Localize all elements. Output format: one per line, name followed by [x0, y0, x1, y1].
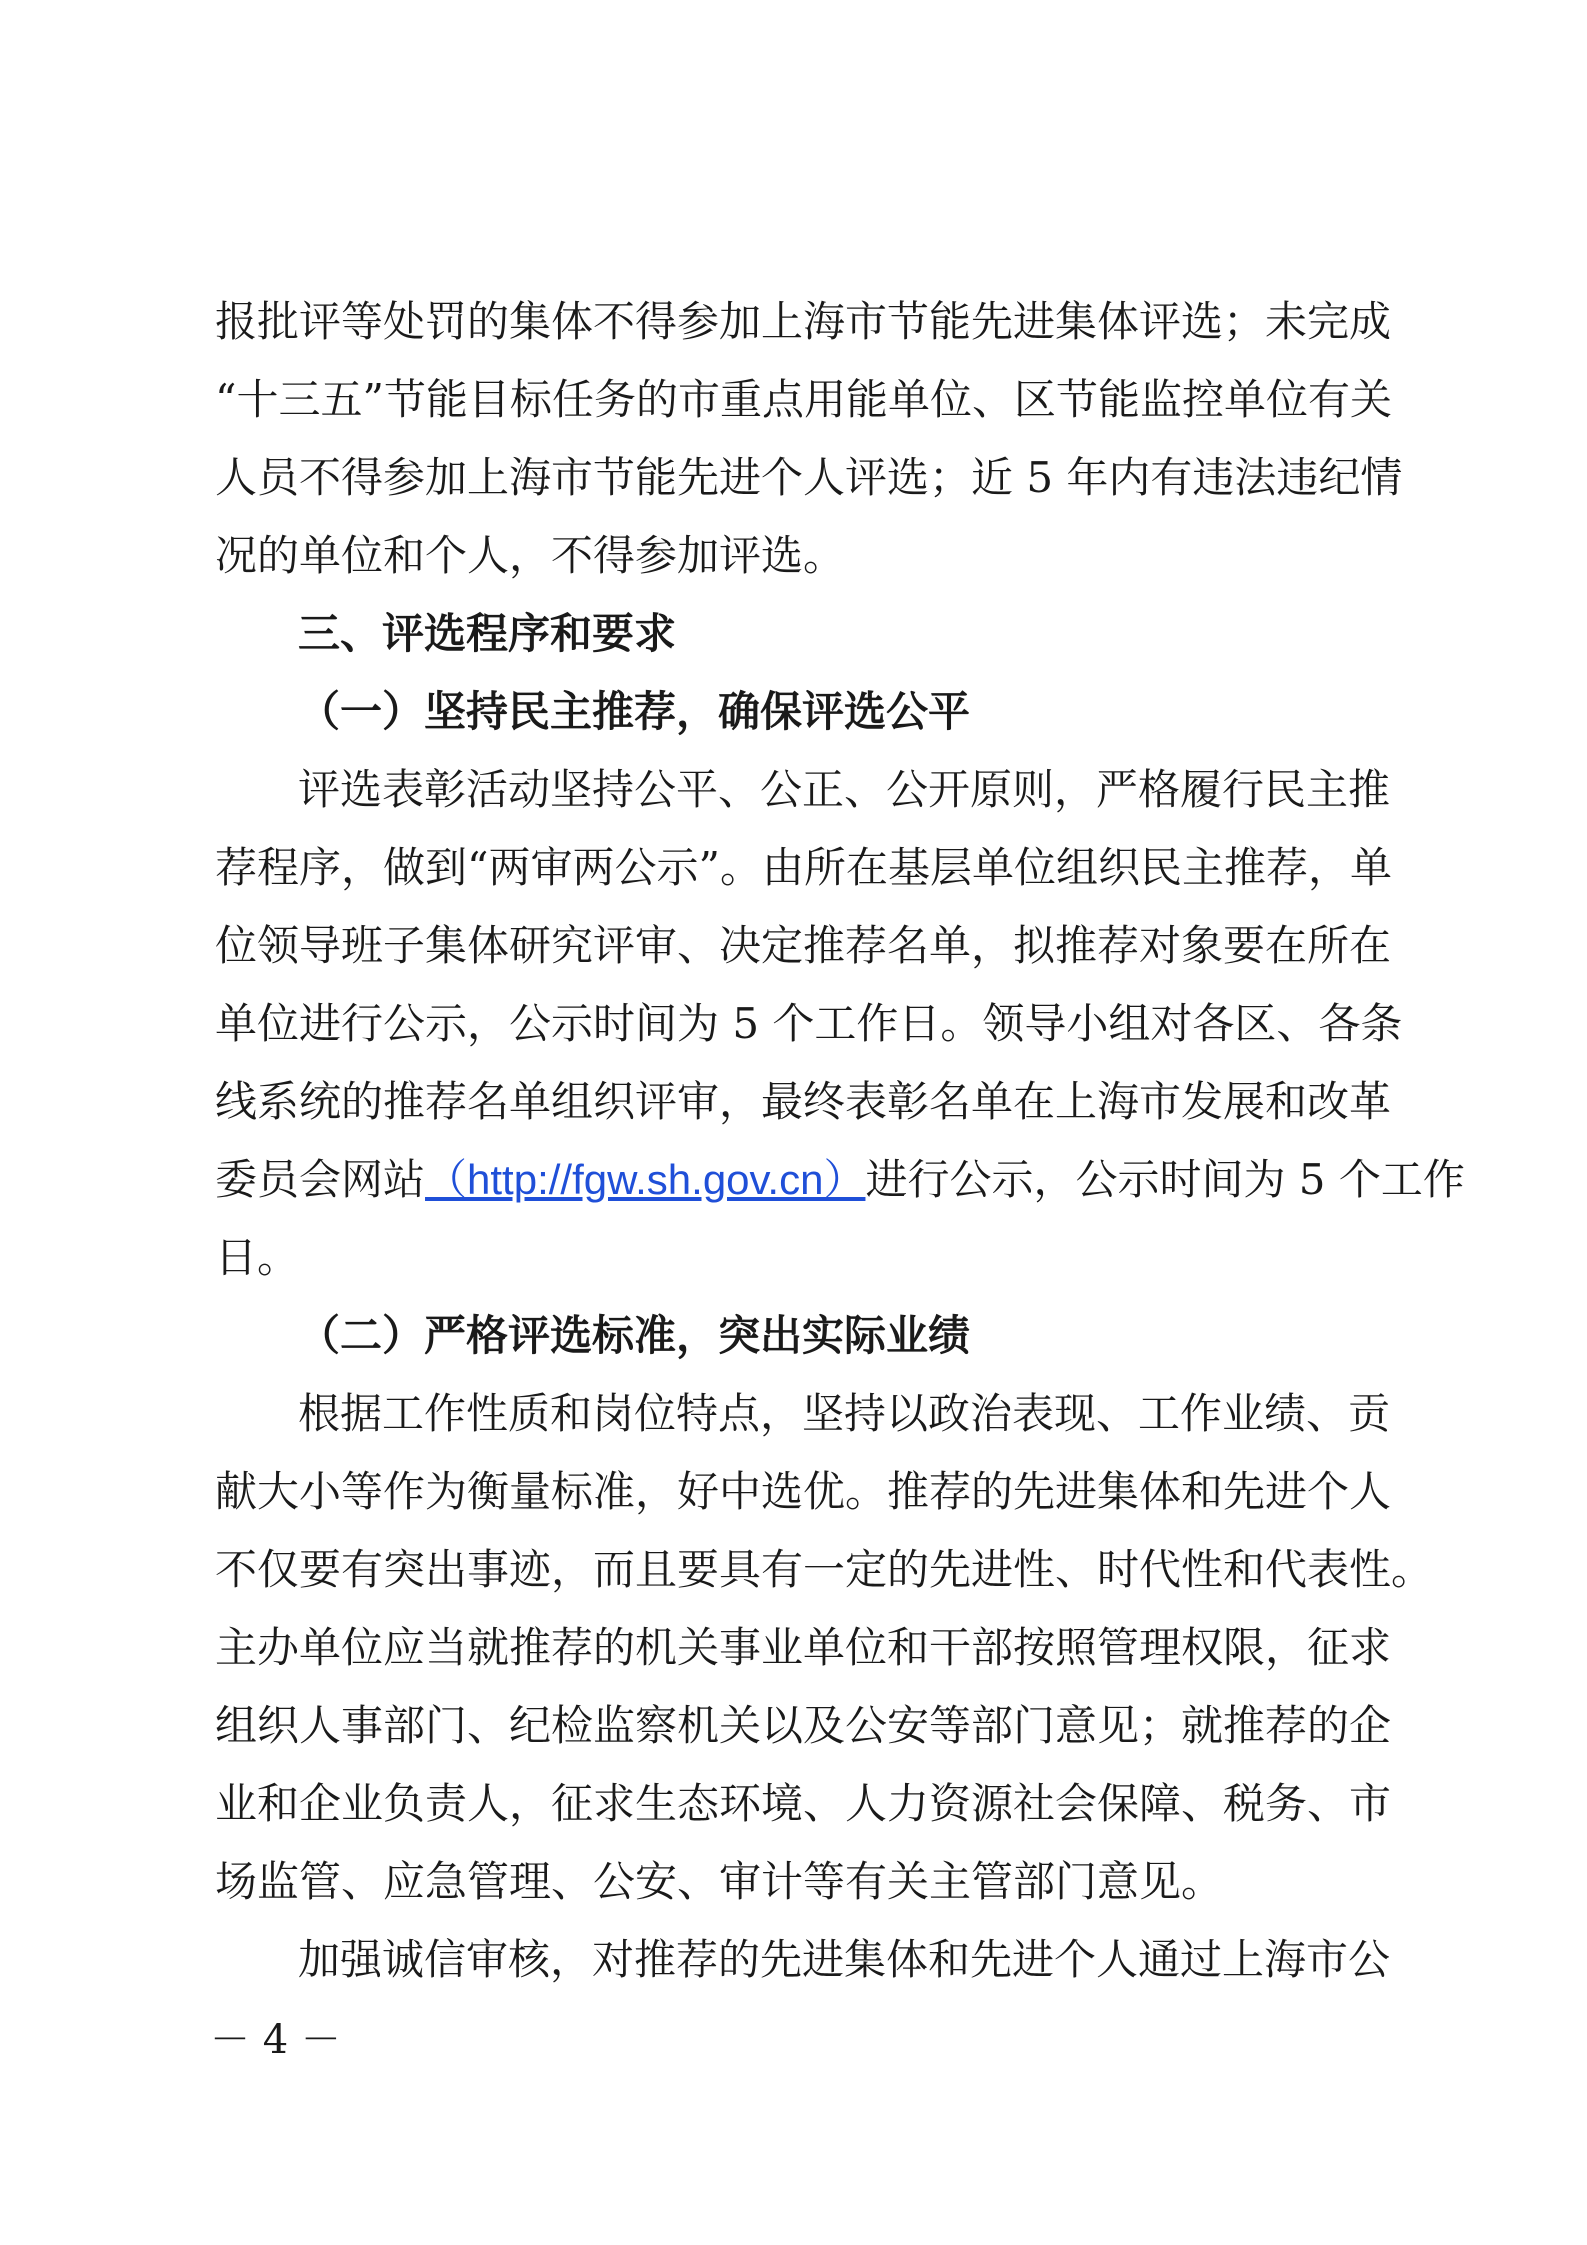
para2-line5: 线系统的推荐名单组织评审，最终表彰名单在上海市发展和改革: [215, 1077, 1392, 1126]
para2-line4: 单位进行公示，公示时间为 5 个工作日。领导小组对各区、各条: [215, 999, 1403, 1048]
para3-line5: 组织人事部门、纪检监察机关以及公安等部门意见；就推荐的企: [215, 1701, 1392, 1750]
para2-line7: 日。: [215, 1233, 300, 1282]
para3-line6: 业和企业负责人，征求生态环境、人力资源社会保障、税务、市: [215, 1779, 1392, 1828]
para3-line7: 场监管、应急管理、公安、审计等有关主管部门意见。: [215, 1857, 1224, 1906]
para3-line1: 根据工作性质和岗位特点，坚持以政治表现、工作业绩、贡: [298, 1389, 1391, 1438]
sub1-heading: （一）坚持民主推荐，确保评选公平: [298, 687, 971, 736]
para2-line3: 位领导班子集体研究评审、决定推荐名单，拟推荐对象要在所在: [215, 921, 1392, 970]
para1-line2: “十三五”节能目标任务的市重点用能单位、区节能监控单位有关: [215, 375, 1392, 424]
para2-line6-post: 进行公示，公示时间为 5 个工作: [865, 1155, 1465, 1204]
para2-line1: 评选表彰活动坚持公平、公正、公开原则，严格履行民主推: [298, 765, 1391, 814]
para1-line4: 况的单位和个人，不得参加评选。: [215, 531, 846, 580]
para2-line2: 荐程序，做到“两审两公示”。由所在基层单位组织民主推荐，单: [215, 843, 1392, 892]
para3-line4: 主办单位应当就推荐的机关事业单位和干部按照管理权限，征求: [215, 1623, 1392, 1672]
para1-line1: 报批评等处罚的集体不得参加上海市节能先进集体评选；未完成: [215, 297, 1392, 346]
section3-heading: 三、评选程序和要求: [298, 609, 677, 658]
para3-line2: 献大小等作为衡量标准，好中选优。推荐的先进集体和先进个人: [215, 1467, 1392, 1516]
para4-line1: 加强诚信审核，对推荐的先进集体和先进个人通过上海市公: [298, 1935, 1391, 1984]
website-link[interactable]: （http://fgw.sh.gov.cn）: [425, 1156, 866, 1203]
para2-line6: [215, 1141, 1465, 1219]
page-number: － 4 －: [210, 2017, 341, 2063]
para1-line3: 人员不得参加上海市节能先进个人评选；近 5 年内有违法违纪情: [215, 453, 1403, 502]
para2-line6-pre: 委员会网站: [215, 1155, 426, 1204]
para3-line3: 不仅要有突出事迹，而且要具有一定的先进性、时代性和代表性。: [215, 1545, 1434, 1594]
sub2-heading: （二）严格评选标准，突出实际业绩: [298, 1311, 971, 1360]
